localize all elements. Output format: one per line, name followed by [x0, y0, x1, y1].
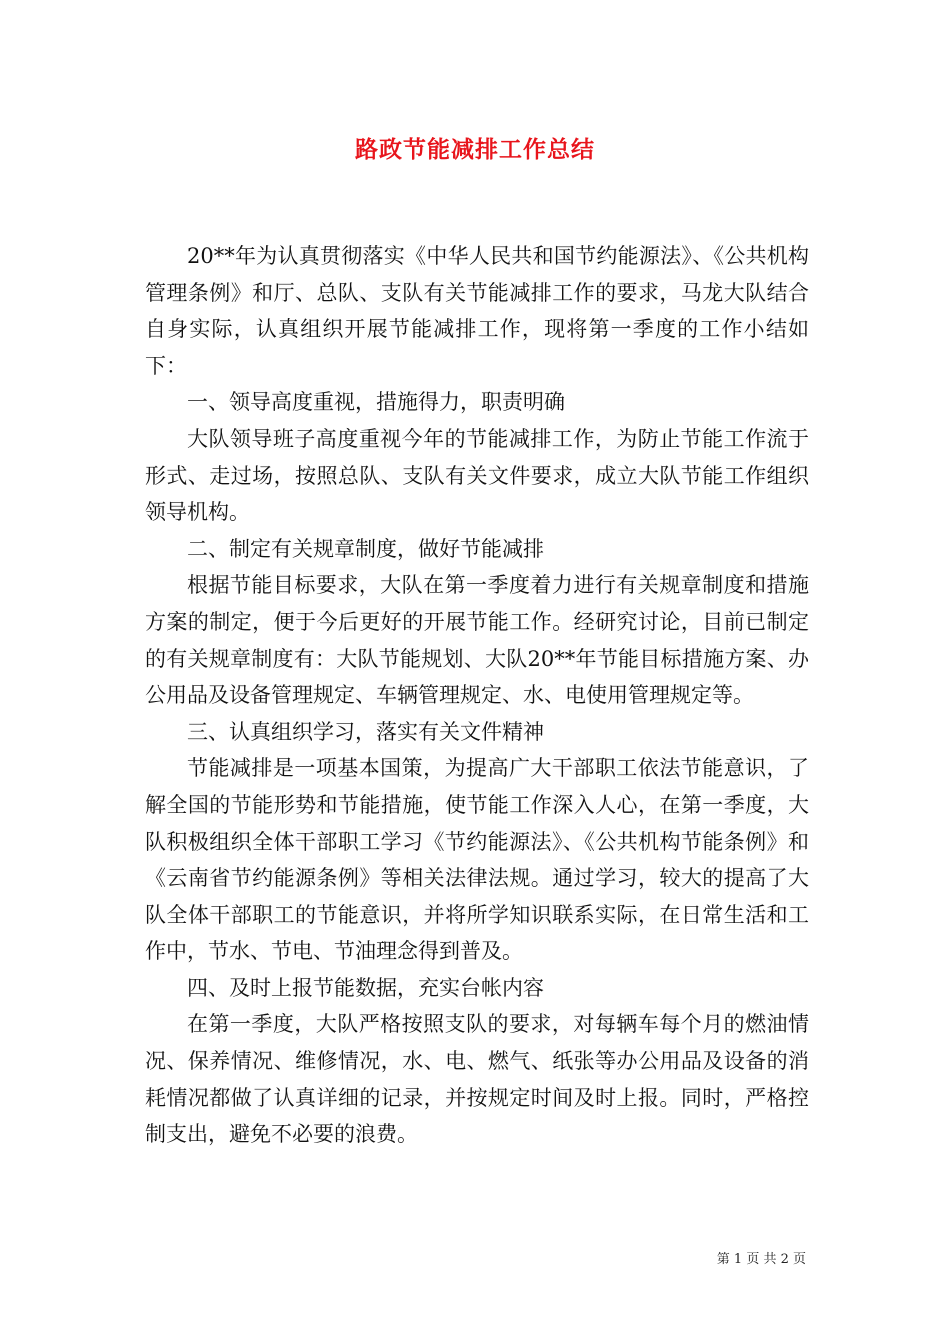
section-paragraph-1: 大队领导班子高度重视今年的节能减排工作，为防止节能工作流于形式、走过场，按照总队、支队有关文件要求，成立大队节能工作组织领导机构。 — [145, 426, 809, 525]
section-paragraph-3: 节能减排是一项基本国策，为提高广大干部职工依法节能意识，了解全国的节能形势和节能措施，使节能工作深入人心，在第一季度，大队积极组织全体干部职工学习《节约能源法》、《公共机构节能条例》和《云南省节约能源条例》等相关法律法规。通过学习，较大的提高了大队全体干部职工的节能意识，并将所学知识联系实际，在日常生活和工作中，节水、节电、节油理念得到普及。 — [145, 756, 809, 964]
section-heading-1: 一、领导高度重视，措施得力，职责明确 — [187, 390, 565, 415]
section-heading-3: 三、认真组织学习，落实有关文件精神 — [187, 719, 544, 744]
document-title: 路政节能减排工作总结 — [355, 136, 595, 163]
section-heading-4: 四、及时上报节能数据，充实台帐内容 — [187, 975, 544, 1000]
section-paragraph-4: 在第一季度，大队严格按照支队的要求，对每辆车每个月的燃油情况、保养情况、维修情况，水、电、燃气、纸张等办公用品及设备的消耗情况都做了认真详细的记录，并按规定时间及时上报。同时，严格控制支出，避免不必要的浪费。 — [145, 1012, 809, 1147]
section-paragraph-2: 根据节能目标要求，大队在第一季度着力进行有关规章制度和措施方案的制定，便于今后更好的开展节能工作。经研究讨论，目前已制定的有关规章制度有：大队节能规划、大队20**年节能目标措施方案、办公用品及设备管理规定、车辆管理规定、水、电使用管理规定等。 — [145, 573, 809, 708]
page-number: 第 1 页 共 2 页 — [716, 1252, 806, 1267]
intro-paragraph: 20**年为认真贯彻落实《中华人民共和国节约能源法》、《公共机构管理条例》和厅、总队、支队有关节能减排工作的要求，马龙大队结合自身实际，认真组织开展节能减排工作，现将第一季度的工作小结如下： — [145, 244, 809, 378]
section-heading-2: 二、制定有关规章制度，做好节能减排 — [187, 536, 544, 561]
document-body — [145, 238, 809, 1153]
